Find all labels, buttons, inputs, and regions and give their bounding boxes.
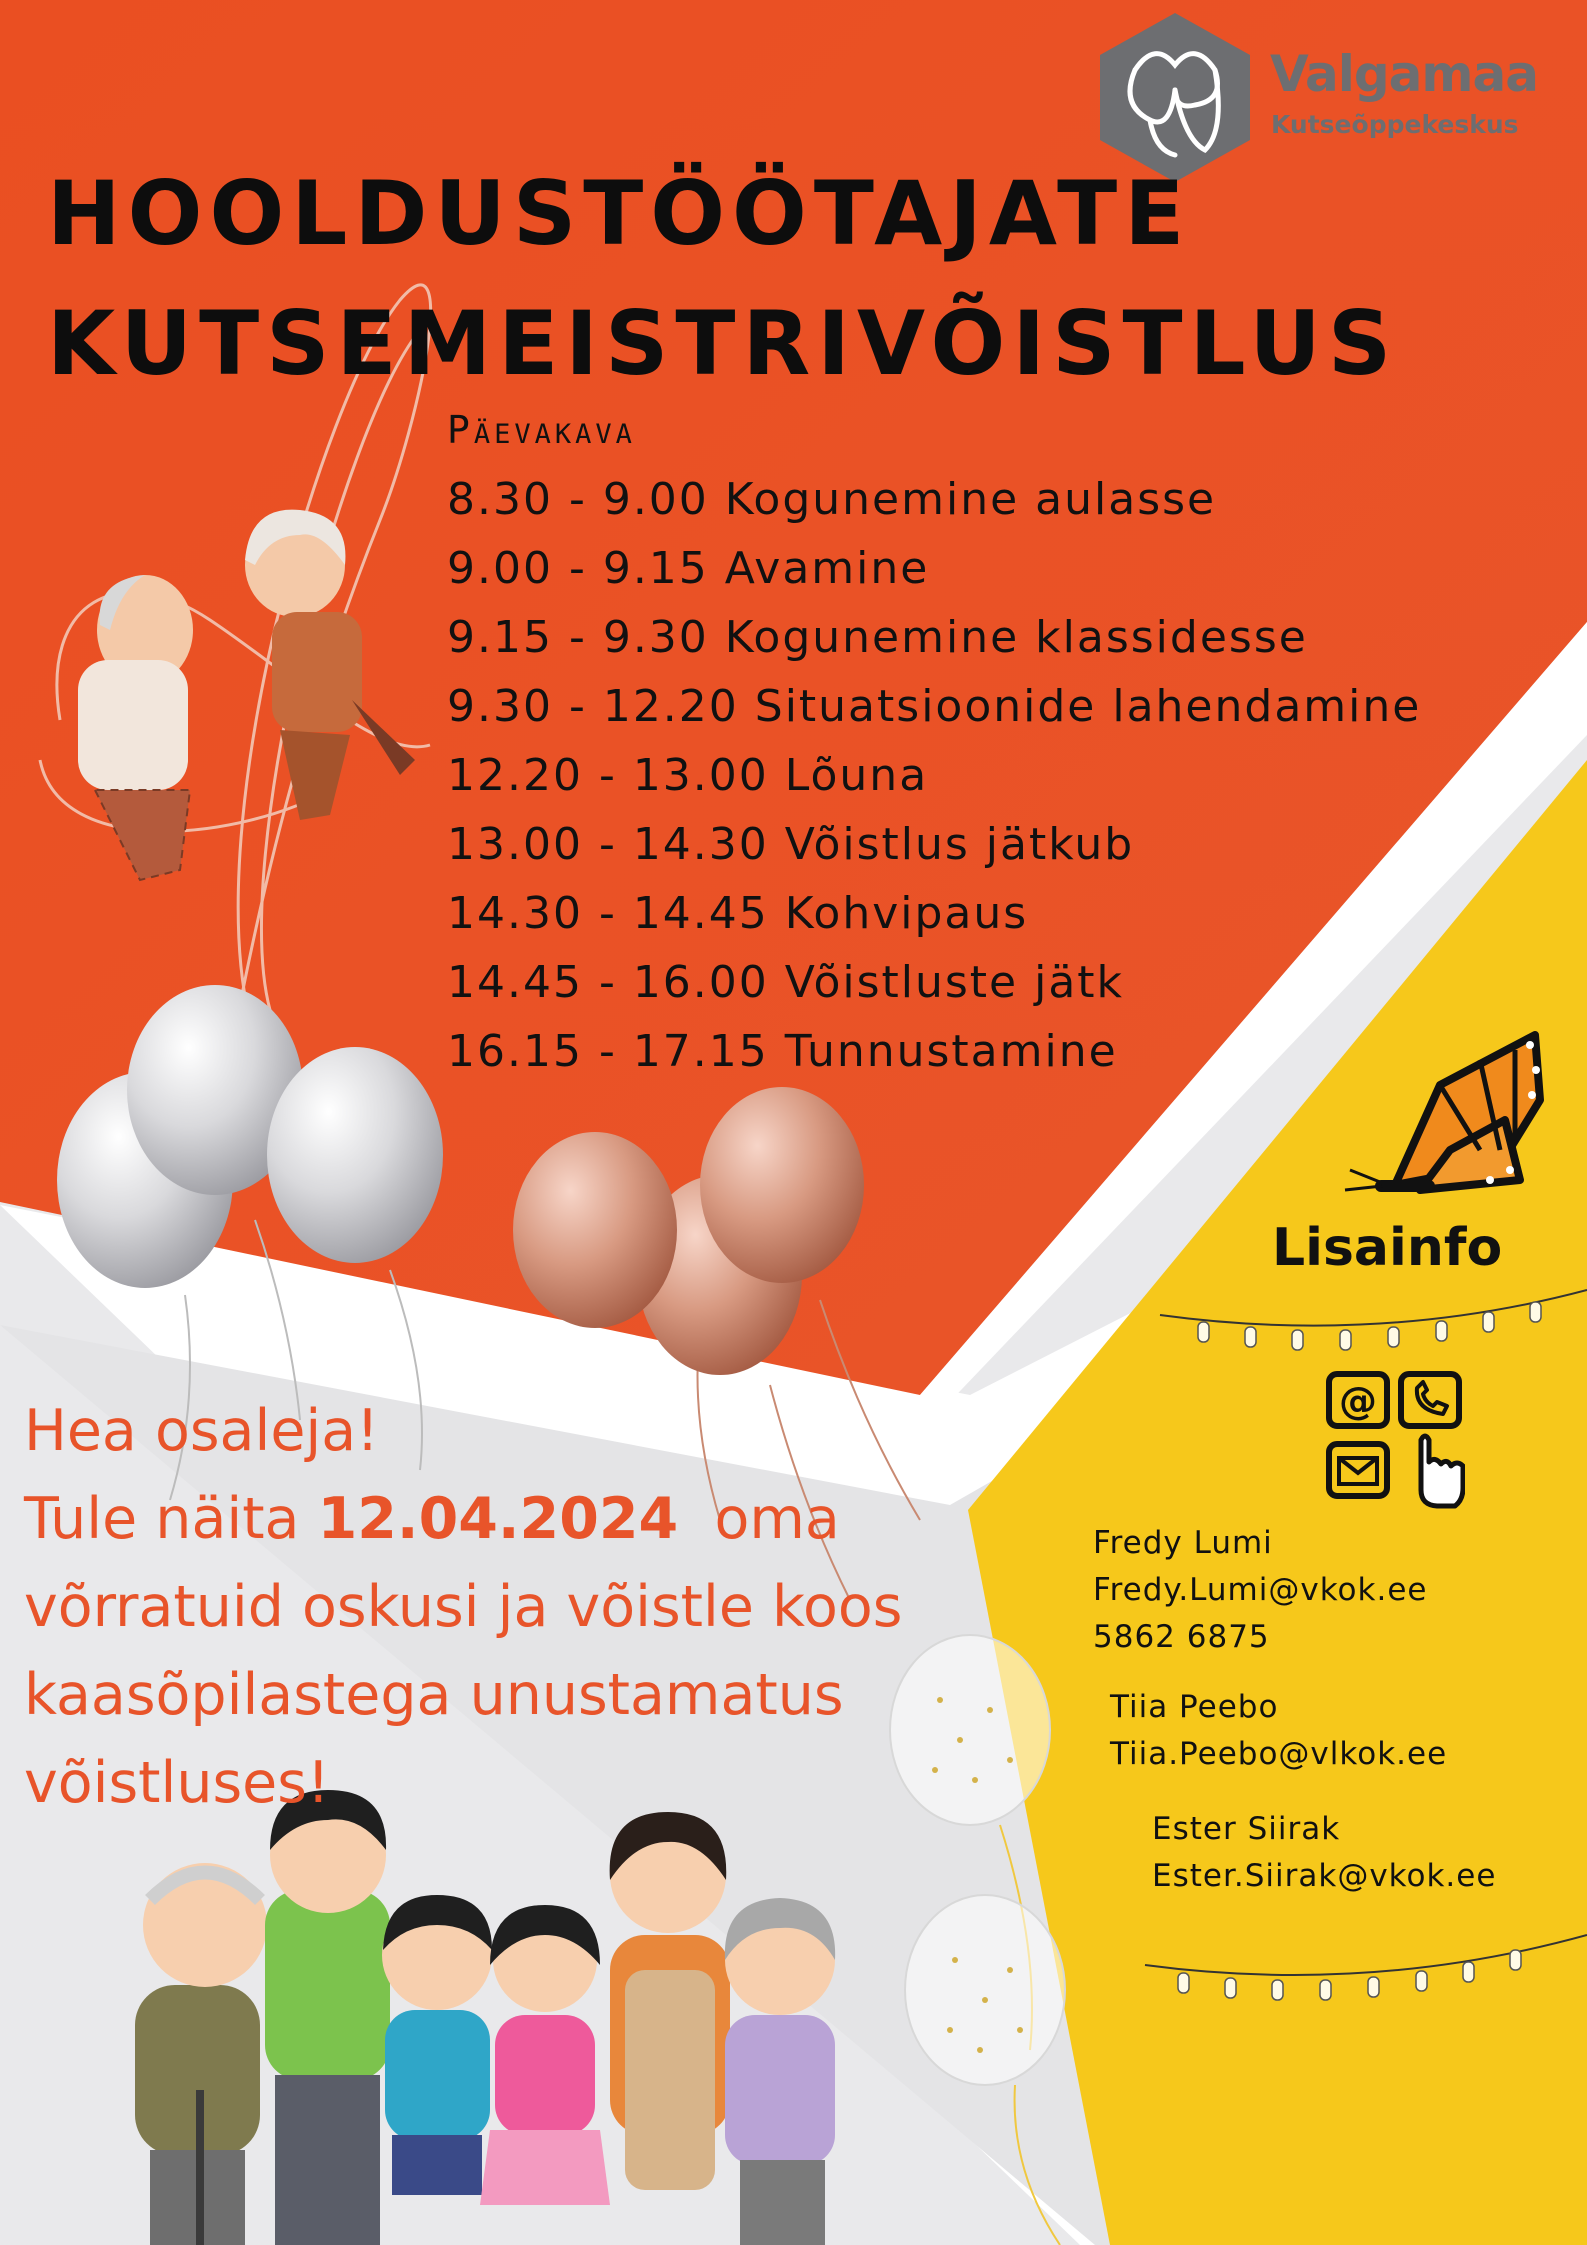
greeting-line-5: võistluses!: [24, 1750, 330, 1816]
contact-card: [1110, 1684, 1447, 1778]
schedule-item: 8.30 - 9.00 Kogunemine aulasse: [447, 474, 1217, 525]
pointing-hand-icon: [1421, 1436, 1463, 1506]
contact-email: Ester.Siirak@vkok.ee: [1152, 1858, 1497, 1894]
contact-name: Fredy Lumi: [1093, 1525, 1273, 1561]
logo-subtitle: Kutseõppekeskus: [1271, 110, 1519, 139]
schedule-list: [447, 465, 1421, 1086]
valgamaa-logo: [1095, 10, 1538, 185]
info-heading: Lisainfo: [1272, 1218, 1503, 1278]
schedule-item: 9.15 - 9.30 Kogunemine klassidesse: [447, 612, 1308, 663]
greeting-line-4: kaasõpilastega unustamatus: [24, 1662, 844, 1728]
schedule-item: 16.15 - 17.15 Tunnustamine: [447, 1026, 1118, 1077]
logo-name: Valgamaa: [1270, 45, 1538, 103]
greeting-line-2: [24, 1475, 984, 1563]
greeting-line-2-end: oma: [678, 1486, 840, 1552]
schedule-item: 9.30 - 12.20 Situatsioonide lahendamine: [447, 681, 1422, 732]
contact-card: [1152, 1806, 1496, 1900]
logo-hexagon-icon: [1095, 10, 1255, 185]
at-sign-icon: [1329, 1374, 1387, 1426]
contact-phone: 5862 6875: [1093, 1619, 1270, 1655]
greeting-line-2-start: Tule näita: [24, 1486, 318, 1552]
contact-icons: [1325, 1370, 1465, 1510]
greeting-line-1: Hea osaleja!: [24, 1398, 379, 1464]
contact-card: [1093, 1520, 1427, 1661]
greeting-line-3: võrratuid oskusi ja võistle koos: [24, 1574, 903, 1640]
invitation-text: [24, 1387, 984, 1827]
schedule-heading: Päevakava: [447, 408, 636, 452]
event-date: 12.04.2024: [317, 1486, 679, 1552]
phone-icon: [1401, 1374, 1459, 1426]
schedule-item: 14.30 - 14.45 Kohvipaus: [447, 888, 1029, 939]
schedule-item: 14.45 - 16.00 Võistluste jätk: [447, 957, 1125, 1008]
schedule-item: 12.20 - 13.00 Lõuna: [447, 750, 929, 801]
svg-text:@: @: [1339, 1379, 1377, 1423]
contact-email: Tiia.Peebo@vlkok.ee: [1110, 1736, 1448, 1772]
mail-icon: [1329, 1444, 1387, 1496]
schedule-item: 9.00 - 9.15 Avamine: [447, 543, 930, 594]
contact-email: Fredy.Lumi@vkok.ee: [1093, 1572, 1428, 1608]
title-line-2: KUTSEMEISTRIVÕISTLUS: [47, 292, 1399, 395]
title-line-1: HOOLDUSTÖÖTAJATE: [47, 162, 1192, 265]
contact-name: Tiia Peebo: [1110, 1689, 1279, 1725]
schedule-item: 13.00 - 14.30 Võistlus jätkub: [447, 819, 1135, 870]
contact-name: Ester Siirak: [1152, 1811, 1341, 1847]
